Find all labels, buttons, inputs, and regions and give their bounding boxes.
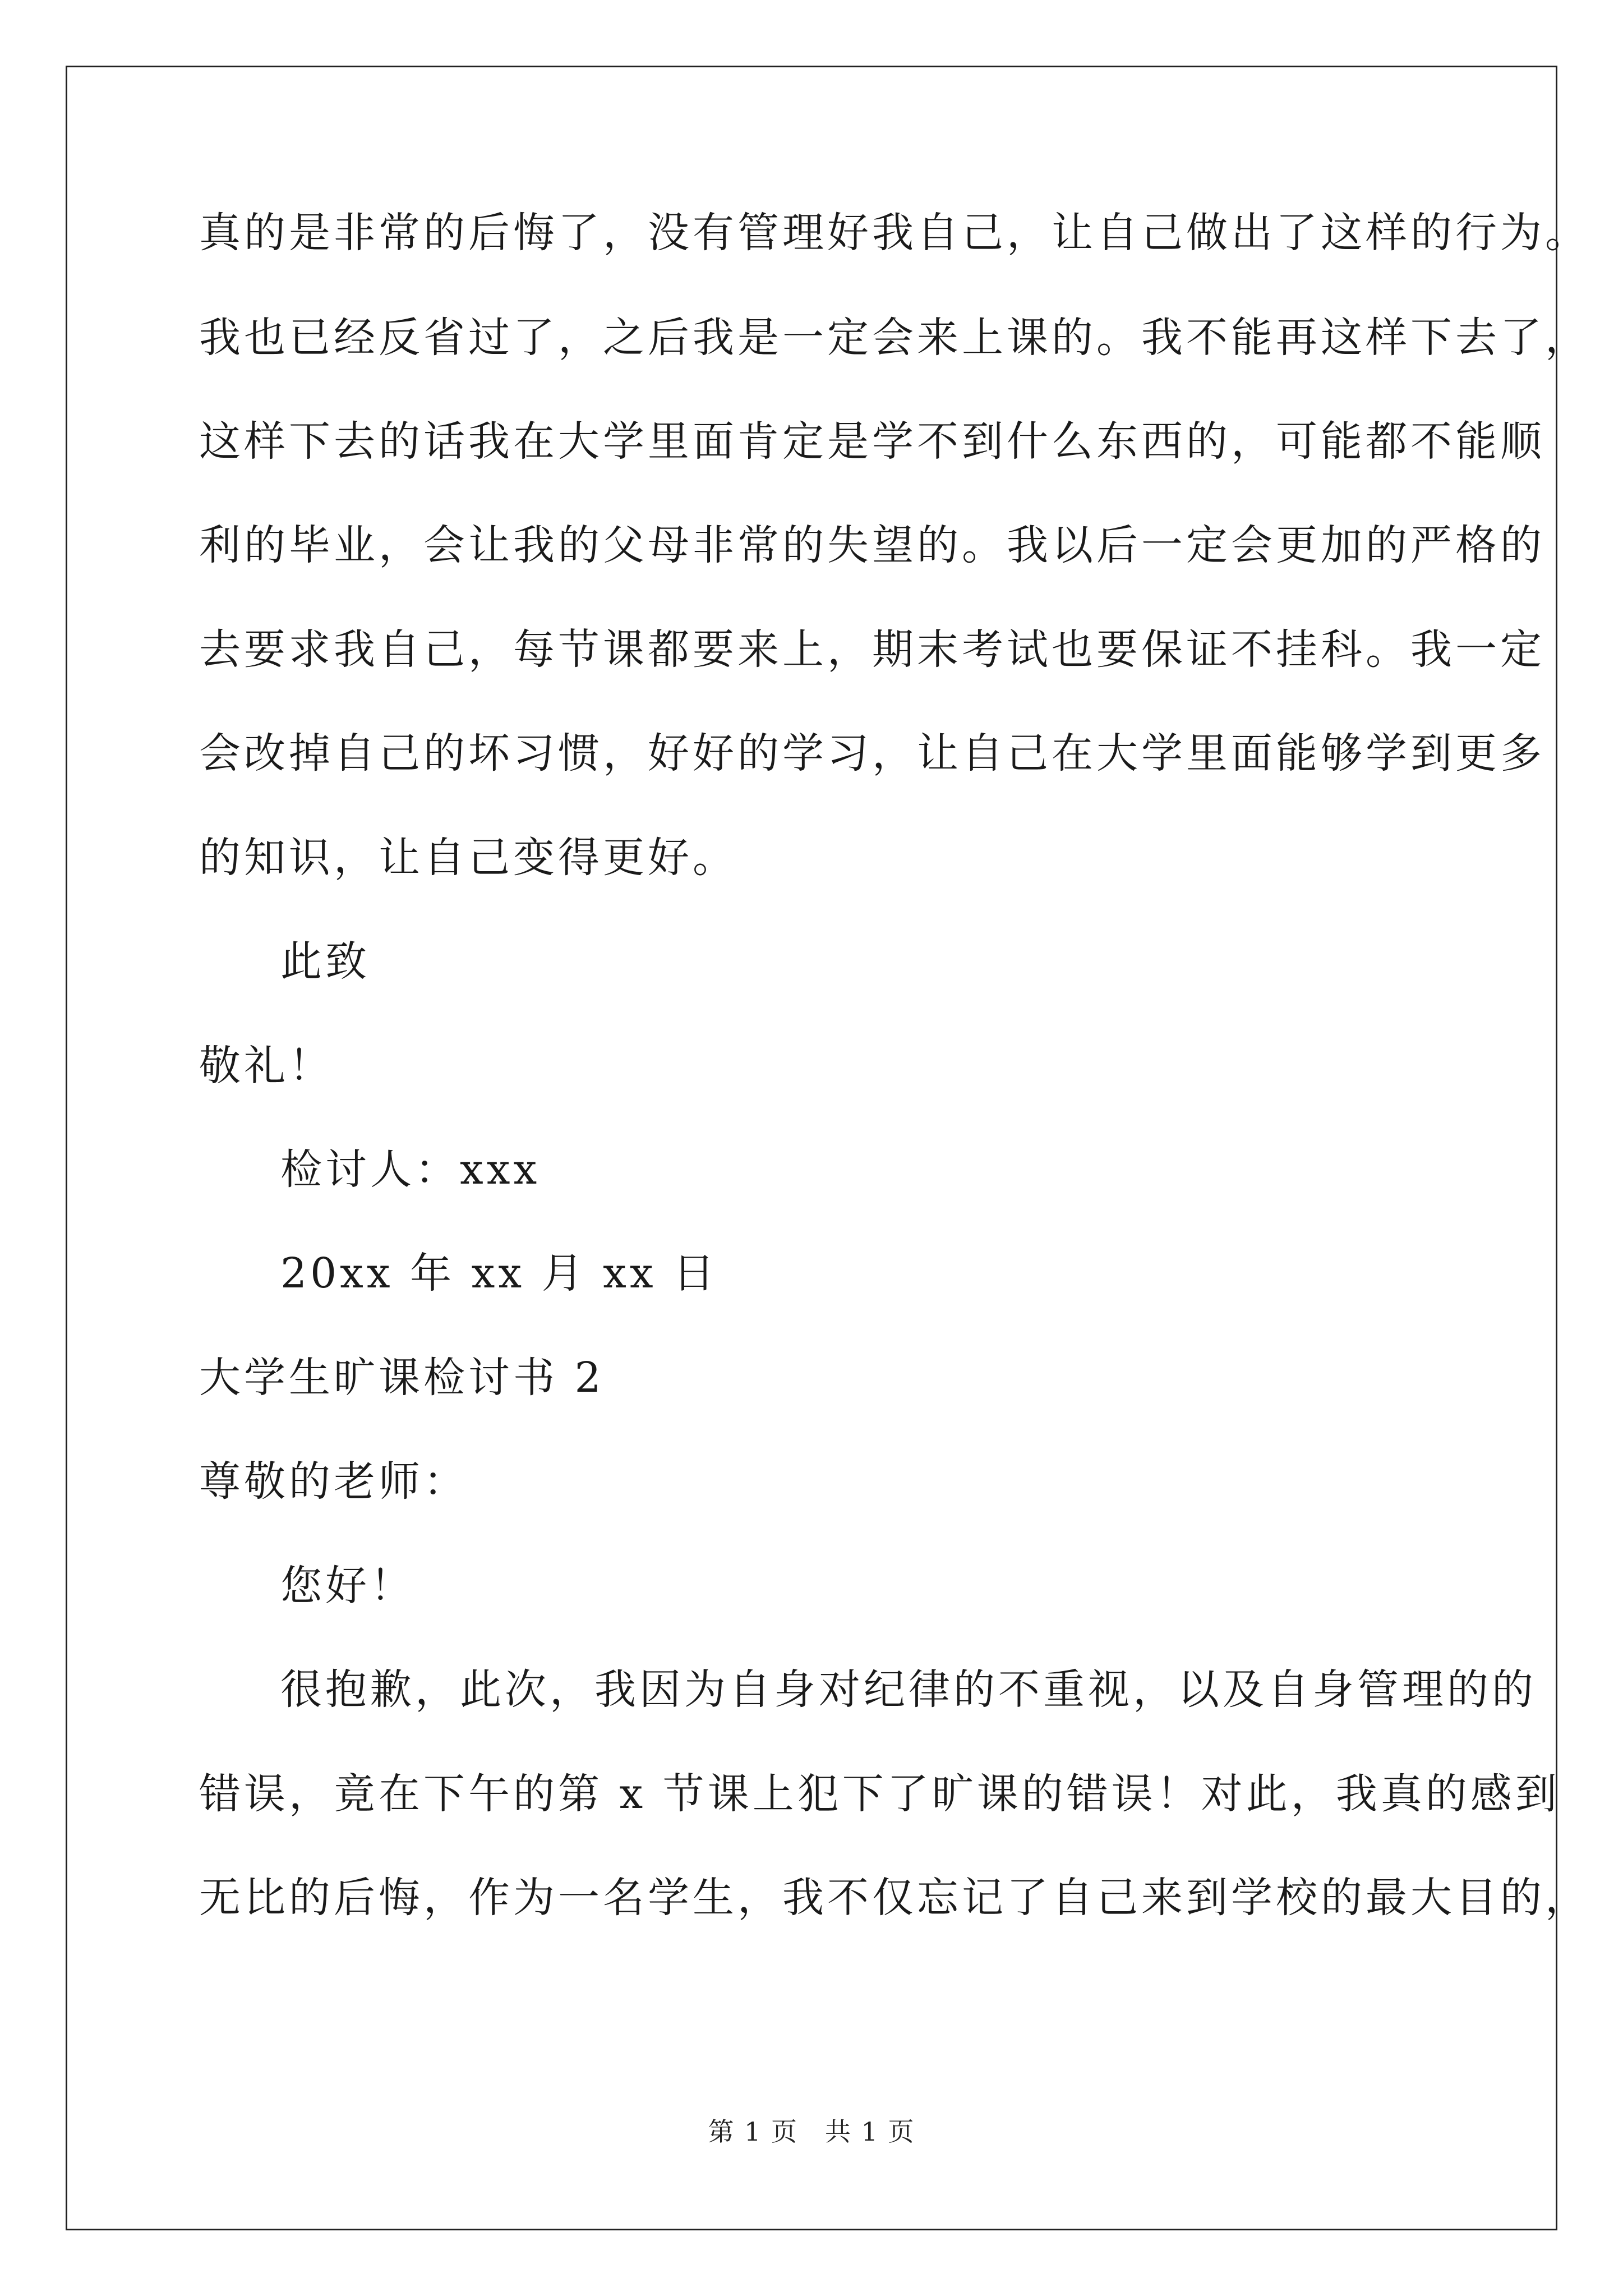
page-number: 第 1 页 共 1 页 <box>708 2116 915 2147</box>
body-line-8: 很抱歉，此次，我因为自身对纪律的不重视，以及自身管理的的 <box>280 1665 1537 1714</box>
signature-author: 检讨人：xxx <box>280 1145 541 1194</box>
body-line-5: 去要求我自己，每节课都要来上，期末考试也要保证不挂科。我一定 <box>199 625 1545 674</box>
body-line-4: 利的毕业，会让我的父母非常的失望的。我以后一定会更加的严格的 <box>199 521 1545 569</box>
body-line-9: 错误，竟在下午的第 x 节课上犯下了旷课的错误！对此，我真的感到 <box>199 1770 1560 1818</box>
body-line-10: 无比的后悔，作为一名学生，我不仅忘记了自己来到学校的最大目的， <box>199 1874 1590 1922</box>
body-line-1: 真的是非常的后悔了，没有管理好我自己，让自己做出了这样的行为。 <box>199 209 1590 257</box>
salutation: 尊敬的老师： <box>199 1457 468 1506</box>
body-line-3: 这样下去的话我在大学里面肯定是学不到什么东西的，可能都不能顺 <box>199 417 1545 466</box>
signature-date: 20xx 年 xx 月 xx 日 <box>280 1249 718 1297</box>
body-line-2: 我也已经反省过了，之后我是一定会来上课的。我不能再这样下去了， <box>199 314 1590 362</box>
section-title: 大学生旷课检讨书 2 <box>199 1354 605 1402</box>
body-line-6: 会改掉自己的坏习惯，好好的学习，让自己在大学里面能够学到更多 <box>199 729 1545 777</box>
body-line-7: 的知识，让自己变得更好。 <box>199 834 737 882</box>
greeting: 您好！ <box>280 1562 415 1610</box>
closing-jingli: 敬礼！ <box>199 1042 334 1090</box>
closing-cizhi: 此致 <box>280 937 370 986</box>
